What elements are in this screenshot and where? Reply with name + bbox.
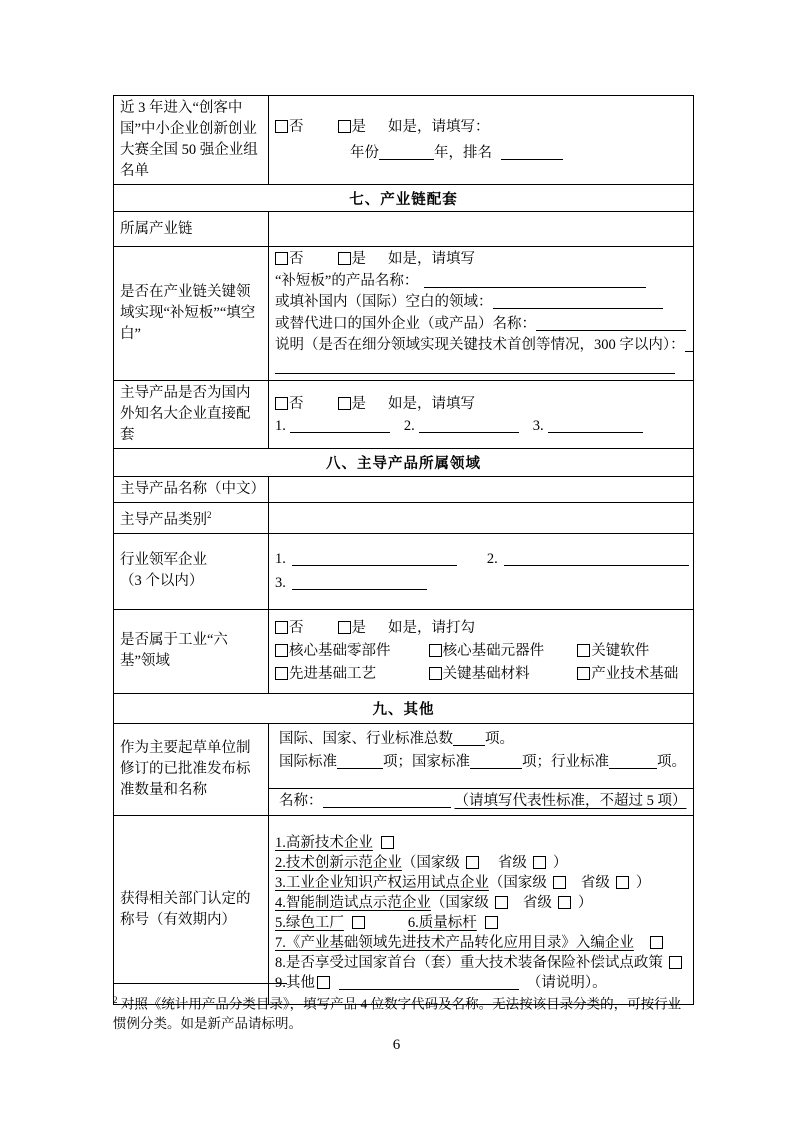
footnote-ref-2: 2: [207, 510, 212, 520]
label-if-yes: 如是，请填写：: [388, 119, 490, 135]
checkbox-support-no[interactable]: [275, 397, 288, 410]
row-standards: [114, 723, 694, 815]
label-gap-field: 或填补国内（国际）空白的领域：: [275, 294, 493, 310]
honor-high-tech: 1.高新技术企业: [275, 834, 373, 851]
honor-catalog-inclusion: 7.《产业基础领域先进技术产品转化应用目录》入编企业: [275, 934, 634, 951]
checkbox-smart-mfg-national[interactable]: [495, 896, 508, 909]
row-section7: [114, 185, 694, 212]
label-year: 年份: [350, 145, 379, 161]
field-value-six-base: [269, 609, 694, 693]
checkbox-shortboard-no[interactable]: [275, 252, 288, 265]
label-no: 否: [289, 119, 304, 135]
checkbox-other[interactable]: [317, 976, 330, 989]
leading-label-line2: （3 个以内）: [120, 573, 204, 590]
input-cell-product-name[interactable]: [269, 477, 694, 503]
checkbox-smart-mfg-provincial[interactable]: [558, 896, 571, 909]
product-category-text: 主导产品类别: [120, 511, 207, 528]
checkbox-ip-pilot-provincial[interactable]: [616, 876, 629, 889]
label-note: 说明（是否在细分领域实现关键技术首创等情况，300 字以内）：: [275, 337, 685, 353]
input-cell-product-category[interactable]: [269, 503, 694, 534]
standards-names: [269, 788, 693, 815]
checkbox-tech-innovation-national[interactable]: [466, 856, 479, 869]
checkbox-quality-benchmark[interactable]: [485, 916, 498, 929]
label-leading-3: 3.: [275, 575, 286, 592]
label-if-yes: 如是，请填写: [388, 251, 475, 267]
honor-green-factory: 5.绿色工厂: [275, 914, 344, 931]
checkbox-core-parts[interactable]: [275, 644, 288, 657]
field-label-standards: 作为主要起草单位制修订的已批准发布标准数量和名称: [114, 723, 269, 815]
row-section9: [114, 693, 694, 723]
blank-standards-ind[interactable]: [609, 753, 657, 769]
blank-standards-total[interactable]: [453, 730, 485, 746]
blank-contest-year[interactable]: [379, 144, 434, 160]
label-yes: 是: [351, 395, 366, 412]
footnote-ref: 2: [113, 995, 118, 1005]
section8-title: 八、主导产品所属领域: [114, 449, 694, 477]
honor-first-set-policy: 8.是否享受过国家首台（套）重大技术装备保险补偿试点政策: [275, 954, 663, 971]
section7-title: 七、产业链配套: [114, 185, 694, 212]
label-standards-name-hint: （请填写代表性标准，不超过 5 项）: [454, 792, 687, 809]
label-support-2: 2.: [403, 417, 415, 434]
label-no: 否: [289, 619, 304, 636]
label-standards-total: 国际、国家、行业标准总数: [279, 730, 453, 747]
blank-standards-natl[interactable]: [470, 753, 522, 769]
input-cell-chain[interactable]: [269, 212, 694, 247]
blank-import-replace[interactable]: [536, 315, 686, 331]
label-year-rank: 年，排名: [434, 145, 492, 161]
label-support-1: 1.: [275, 417, 286, 434]
label-standards-intl: 国际标准: [279, 753, 337, 770]
checkbox-industry-tech-base[interactable]: [577, 667, 590, 680]
blank-contest-rank[interactable]: [501, 144, 563, 160]
checkbox-shortboard-yes[interactable]: [338, 252, 351, 265]
blank-other[interactable]: [339, 974, 519, 990]
checkbox-core-components[interactable]: [429, 644, 442, 657]
field-label-product-category: [114, 503, 269, 534]
label-support-3: 3.: [532, 417, 544, 434]
field-label-honors: 获得相关部门认定的称号（有效期内）: [114, 815, 269, 1004]
label-if-yes: 如是，请填写: [388, 395, 475, 412]
option-industry-tech-base: 产业技术基础: [577, 663, 678, 686]
field-value-support: [269, 381, 694, 449]
blank-leading-2[interactable]: [504, 550, 689, 566]
option-key-software: 关键软件: [577, 640, 649, 663]
checkbox-support-yes[interactable]: [338, 397, 351, 410]
field-value-contest: [269, 96, 694, 185]
row-product-category: [114, 503, 694, 534]
label-yes: 是: [351, 251, 366, 267]
field-label-support: 主导产品是否为国内外知名大企业直接配套: [114, 381, 269, 449]
row-honors: [114, 815, 694, 1004]
checkbox-six-base-yes[interactable]: [338, 621, 351, 634]
blank-standards-intl[interactable]: [337, 753, 383, 769]
honor-tech-innovation: 2.技术创新示范企业: [275, 854, 402, 871]
label-standards-name: 名称：: [279, 792, 323, 809]
checkbox-six-base-no[interactable]: [275, 621, 288, 634]
section9-title: 九、其他: [114, 693, 694, 723]
row-contest: [114, 96, 694, 185]
page-number: 6: [392, 1037, 401, 1053]
row-six-base: [114, 609, 694, 693]
row-leading: [114, 533, 694, 609]
row-chain: [114, 212, 694, 247]
footnote: [113, 991, 693, 1033]
label-no: 否: [289, 251, 304, 267]
field-label-contest: 近 3 年进入“创客中国”中小企业创新创业大赛全国 50 强企业组名单: [114, 96, 269, 185]
checkbox-contest-yes[interactable]: [338, 120, 351, 133]
blank-gap-field[interactable]: [493, 293, 663, 309]
option-key-materials: 关键基础材料: [429, 663, 574, 686]
blank-leading-3[interactable]: [292, 574, 427, 590]
footnote-text: 对照《统计用产品分类目录》，填写产品 4 位数字代码及名称。无法按该目录分类的，可按行业惯例分类。如是新产品请标明。: [113, 996, 682, 1031]
blank-support-3[interactable]: [548, 417, 643, 433]
checkbox-advanced-process[interactable]: [275, 667, 288, 680]
field-label-six-base: 是否属于工业“六基”领域: [114, 609, 269, 693]
row-section8: [114, 449, 694, 477]
honor-smart-manufacturing: 4.智能制造试点示范企业: [275, 894, 431, 911]
honor-other-hint: （请说明）。: [526, 974, 607, 991]
checkbox-tech-innovation-provincial[interactable]: [533, 856, 546, 869]
blank-support-1[interactable]: [290, 417, 390, 433]
blank-leading-1[interactable]: [292, 550, 457, 566]
blank-shortboard-product[interactable]: [424, 272, 646, 288]
label-standards-ind: 项；行业标准: [522, 753, 609, 770]
field-label-chain: 所属产业链: [114, 212, 269, 247]
honor-other: 9.其他: [275, 974, 315, 991]
label-standards-ind-suffix: 项。: [657, 753, 686, 770]
blank-standards-name[interactable]: [323, 792, 451, 808]
checkbox-first-set-policy[interactable]: [669, 956, 682, 969]
checkbox-key-materials[interactable]: [429, 667, 442, 680]
blank-note-continue[interactable]: [275, 358, 675, 374]
honor-ip-pilot: 3.工业企业知识产权运用试点企业: [275, 874, 489, 891]
blank-support-2[interactable]: [419, 417, 519, 433]
field-label-leading: [114, 533, 269, 609]
option-core-parts: 核心基础零部件: [275, 640, 425, 663]
label-no: 否: [289, 395, 304, 412]
field-value-leading: [269, 533, 694, 609]
checkbox-ip-pilot-national[interactable]: [553, 876, 566, 889]
footnote-divider: [113, 983, 287, 984]
row-shortboard: [114, 247, 694, 381]
field-value-standards: [269, 723, 694, 815]
label-leading-1: 1.: [275, 551, 286, 568]
label-yes: 是: [351, 619, 366, 636]
row-support: [114, 381, 694, 449]
checkbox-high-tech[interactable]: [381, 836, 394, 849]
label-yes: 是: [351, 119, 366, 135]
field-label-shortboard: 是否在产业链关键领域实现“补短板”“填空白”: [114, 247, 269, 381]
label-import-replace: 或替代进口的国外企业（或产品）名称：: [275, 315, 536, 332]
blank-note-start[interactable]: [685, 336, 693, 352]
label-leading-2: 2.: [486, 551, 498, 568]
label-standards-total-suffix: 项。: [485, 730, 514, 747]
checkbox-green-factory[interactable]: [352, 916, 365, 929]
field-label-product-name: 主导产品名称（中文）: [114, 477, 269, 503]
field-value-shortboard: [269, 247, 694, 381]
leading-label-line1: 行业领军企业: [120, 552, 207, 569]
option-core-components: 核心基础元器件: [429, 640, 574, 663]
checkbox-catalog-inclusion[interactable]: [650, 936, 663, 949]
option-advanced-process: 先进基础工艺: [275, 663, 425, 686]
checkbox-contest-no[interactable]: [275, 120, 288, 133]
application-form-table: [113, 95, 694, 1005]
standards-counts: [269, 724, 693, 788]
label-shortboard-product: “补短板”的产品名称：: [275, 272, 419, 289]
field-value-honors: 1.高新技术企业 2.技术创新示范企业（国家级 省级 ） 3.工业企业知识产权运用试点企业（国家级 省级 ） 4.智能制造试点示范企业（国家级 省级 ） 5.绿色工厂 6.质量标杆 7.《产业基础领域先进技术产品转化应用目录》入编企业 8.是否享受过国家首台（套）重大技术装备保险补偿试点政策 9.其他 （请说明）。: [269, 815, 694, 1004]
label-if-yes: 如是，请打勾: [388, 619, 475, 636]
label-standards-natl: 项；国家标准: [383, 753, 470, 770]
row-product-name: [114, 477, 694, 503]
honor-quality-benchmark: 6.质量标杆: [407, 914, 477, 931]
checkbox-key-software[interactable]: [577, 644, 590, 657]
